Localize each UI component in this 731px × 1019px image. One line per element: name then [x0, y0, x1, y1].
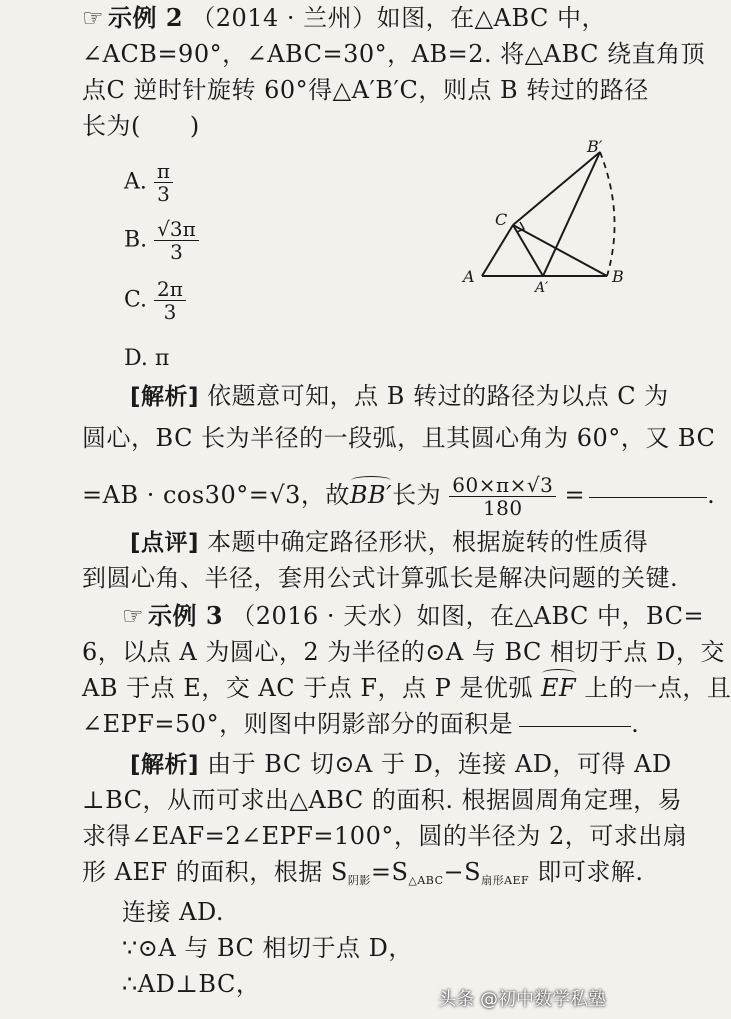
rotation-figure [455, 137, 635, 296]
example2-analysis-line2: 圆心，BC 长为半径的一段弧，且其圆心角为 60°，又 BC [82, 424, 716, 452]
review-tag: [点评] [130, 530, 200, 556]
option-d-letter: D. [124, 346, 148, 371]
example3-text3a: AB 于点 E，交 AC 于点 F，点 P 是优弧 [82, 674, 533, 702]
analysis-equals: = [564, 481, 586, 509]
option-c-den: 3 [163, 300, 177, 324]
analysis-frac-den: 180 [482, 496, 523, 520]
example3-tag: 示例 3 [148, 601, 224, 630]
example3-text1: （2016 · 天水）如图，在△ABC 中，BC= [231, 602, 705, 630]
sub-triangle: △ABC [408, 874, 444, 887]
label-a: A [463, 267, 475, 286]
option-a [124, 160, 173, 205]
example3-line4: ∠EPF=50°，则图中阴影部分的面积是 . [82, 710, 640, 738]
option-c-frac [154, 278, 186, 323]
option-c-num: 2π [154, 278, 186, 301]
example3-analysis-text1: 由于 BC 切⊙A 于 D，连接 AD，可得 AD [207, 750, 672, 778]
analysis-frac-num: 60×π×√3 [449, 474, 556, 497]
option-d-value: π [154, 346, 170, 371]
example3-analysis-line3: 求得∠EAF=2∠EPF=100°，圆的半径为 2，可求出扇 [82, 822, 688, 850]
segment-cb-prime [513, 152, 600, 225]
example3-line1 [122, 600, 704, 632]
review-text1: 本题中确定路径形状，根据旋转的性质得 [207, 528, 649, 556]
example3-step2: ∵⊙A 与 BC 相切于点 D， [122, 934, 413, 962]
analysis-text3a: =AB · cos30°=√3，故 [82, 481, 350, 509]
sub-shadow: 阴影 [347, 874, 371, 887]
label-b: B [612, 267, 624, 286]
answer-blank-2 [519, 725, 631, 727]
option-a-den: 3 [157, 182, 170, 206]
example3-text3b: 上的一点，且 [584, 674, 731, 702]
example3-analysis-text4c: −S [443, 858, 482, 886]
label-a-prime: A′ [535, 280, 549, 296]
segment-ac [482, 225, 513, 276]
example3-analysis-text4d: 即可求解. [529, 858, 644, 886]
pointing-hand-icon-2: ☞ [122, 602, 145, 630]
example2-review-line2: 到圆心角、半径，套用公式计算弧长是解决问题的关键. [82, 564, 679, 592]
example3-text4: ∠EPF=50°，则图中阴影部分的面积是 [82, 710, 514, 738]
option-a-letter: A. [124, 169, 147, 195]
option-a-frac [154, 160, 173, 205]
example2-text1: （2014 · 兰州）如图，在△ABC 中， [191, 4, 607, 32]
option-b-den: 3 [170, 240, 183, 264]
pointing-hand-icon: ☞ [82, 4, 105, 32]
watermark: 头条 @初中数学私塾 [438, 989, 606, 1010]
example2-review-line1 [130, 526, 648, 559]
example2-line4: 长为( ) [82, 112, 200, 140]
analysis-text1: 依题意可知，点 B 转过的路径为以点 C 为 [207, 382, 669, 410]
option-b-letter: B. [124, 227, 148, 253]
analysis-frac [449, 474, 556, 519]
example2-analysis-line1 [130, 380, 669, 413]
arc-bb-prime-text: BB′ [349, 481, 393, 509]
analysis-text3b: 长为 [392, 481, 442, 509]
option-c [124, 278, 186, 323]
option-b-frac [154, 218, 199, 263]
arc-bb-prime [600, 152, 615, 276]
example3-line3 [82, 672, 731, 704]
analysis-tag: [解析] [130, 384, 200, 410]
option-c-letter: C. [124, 287, 148, 313]
example2-line3: 点C 逆时针旋转 60°得△A′B′C，则点 B 转过的路径 [82, 76, 649, 104]
example2-tag: 示例 2 [108, 3, 184, 32]
example3-analysis-line4 [82, 856, 643, 897]
example2-line1 [82, 2, 606, 34]
option-b [124, 218, 199, 263]
answer-blank [589, 496, 707, 498]
example2-analysis-line3: =AB · cos30°=√3，故BB′长为 $\frac{60\times\pi\times√3}{180}$ = . [82, 473, 716, 520]
example3-step1: 连接 AD. [122, 898, 224, 926]
example3-analysis-text4b: =S [370, 858, 409, 886]
label-b-prime: B′ [587, 137, 603, 156]
example3-analysis-line1 [130, 748, 672, 781]
label-c: C [495, 210, 508, 229]
example3-analysis-text4a: 形 AEF 的面积，根据 S [82, 858, 348, 886]
example2-line2: ∠ACB=90°，∠ABC=30°，AB=2. 将△ABC 绕直角顶 [82, 40, 706, 68]
option-a-num: π [154, 160, 173, 183]
example3-line2: 6，以点 A 为圆心，2 为半径的⊙A 与 BC 相切于点 D，交 [82, 638, 725, 666]
option-b-num: √3π [154, 218, 199, 241]
example3-analysis-line2: ⊥BC，从而可求出△ABC 的面积. 根据圆周角定理，易 [82, 786, 683, 814]
arc-ef-text: EF [541, 674, 577, 702]
sub-sector: 扇形AEF [481, 874, 530, 887]
example3-step3: ∴AD⊥BC， [122, 970, 261, 998]
option-d [124, 346, 169, 371]
analysis-tag-2: [解析] [130, 752, 200, 778]
